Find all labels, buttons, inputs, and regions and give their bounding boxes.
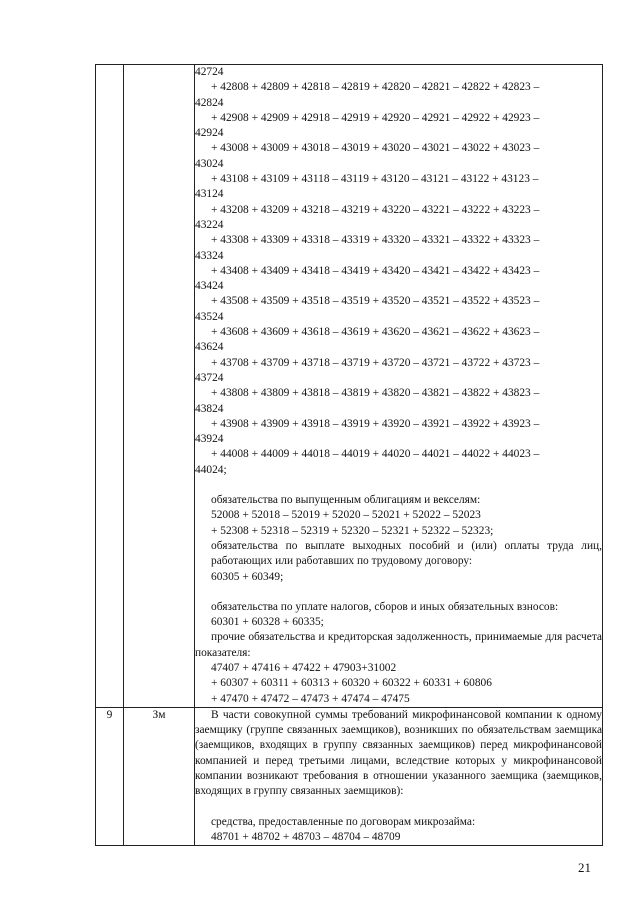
formula-line: + 43308 + 43309 + 43318 – 43319 + 43320 – 43321 – 43322 + 43323 – bbox=[211, 234, 540, 247]
other-obligations-formula-line: + 60307 + 60311 + 60313 + 60320 + 60322 + 60331 + 60806 bbox=[211, 677, 492, 690]
formula-line: + 42908 + 42909 + 42918 – 42919 + 42920 – 42921 – 42922 + 42923 – bbox=[211, 111, 540, 124]
other-obligations-formula-line: 47407 + 47416 + 47422 + 47903+31002 bbox=[211, 661, 397, 674]
row-number-cell bbox=[96, 65, 124, 708]
page-number: 21 bbox=[578, 860, 591, 875]
formula-line: 43824 bbox=[195, 402, 224, 415]
spacer bbox=[195, 800, 602, 815]
formula-line: + 43808 + 43809 + 43818 – 43819 + 43820 – 43821 – 43822 + 43823 – bbox=[211, 387, 540, 400]
other-obligations-label: прочие обязательства и кредиторская задолженность, принимаемые для расчета показателя: bbox=[195, 631, 602, 659]
formula-line: + 43508 + 43509 + 43518 – 43519 + 43520 – 43521 – 43522 + 43523 – bbox=[211, 295, 540, 308]
taxes-label: обязательства по уплате налогов, сборов и иных обязательных взносов: bbox=[211, 600, 559, 613]
bonds-formula-line: 52008 + 52018 – 52019 + 52020 – 52021 + 52022 – 52023 bbox=[211, 509, 481, 522]
spacer bbox=[195, 585, 602, 600]
formula-cell bbox=[195, 65, 603, 708]
row-code-cell bbox=[124, 65, 195, 708]
formula-line: + 43108 + 43109 + 43118 – 43119 + 43120 – 43121 – 43122 + 43123 – bbox=[211, 173, 539, 186]
formula-line: 43524 bbox=[195, 310, 224, 323]
formula-line: 43924 bbox=[195, 433, 224, 446]
other-obligations-formula-line: + 47470 + 47472 – 47473 + 47474 – 47475 bbox=[211, 692, 410, 705]
formula-line: 43424 bbox=[195, 280, 224, 293]
taxes-formula: 60301 + 60328 + 60335; bbox=[211, 616, 324, 629]
formula-line: 43124 bbox=[195, 188, 224, 201]
formula-line: 43724 bbox=[195, 371, 224, 384]
table-row bbox=[96, 707, 603, 845]
formula-line: 44024; bbox=[195, 463, 227, 476]
bonds-formula-line: + 52308 + 52318 – 52319 + 52320 – 52321 + 52322 – 52323; bbox=[211, 524, 494, 537]
formula-line: 42924 bbox=[195, 127, 224, 140]
indicator-table bbox=[95, 64, 603, 846]
formula-line: 43324 bbox=[195, 249, 224, 262]
severance-label: обязательства по выплате выходных пособий и (или) оплаты труда лиц, работающих или работавших по трудовому договору: bbox=[211, 539, 602, 568]
formula-line: 43624 bbox=[195, 341, 224, 354]
formula-line: + 42808 + 42809 + 42818 – 42819 + 42820 – 42821 – 42822 + 42823 – bbox=[211, 81, 540, 94]
formula-line: 43224 bbox=[195, 218, 224, 231]
description-cell bbox=[195, 707, 603, 845]
formula-line: + 43908 + 43909 + 43918 – 43919 + 43920 – 43921 – 43922 + 43923 – bbox=[211, 417, 540, 430]
formula-line: 42824 bbox=[195, 96, 224, 109]
formula-line: + 43208 + 43209 + 43218 – 43219 + 43220 – 43221 – 43222 + 43223 – bbox=[211, 203, 540, 216]
formula-line: 43024 bbox=[195, 157, 224, 170]
formula-line: + 43408 + 43409 + 43418 – 43419 + 43420 – 43421 – 43422 + 43423 – bbox=[211, 264, 540, 277]
formula-line: + 44008 + 44009 + 44018 – 44019 + 44020 – 44021 – 44022 + 44023 – bbox=[211, 448, 540, 461]
formula-line: + 43008 + 43009 + 43018 – 43019 + 43020 – 43021 – 43022 + 43023 – bbox=[211, 142, 540, 155]
row-code-cell: Зм bbox=[124, 707, 195, 845]
microloan-formula: 48701 + 48702 + 48703 – 48704 – 48709 bbox=[211, 830, 401, 843]
formula-line: 42724 bbox=[195, 66, 224, 78]
row-number-cell: 9 bbox=[96, 707, 124, 845]
spacer bbox=[195, 478, 602, 493]
indicator-description: В части совокупной суммы требований микрофинансовой компании к одному заемщику (группе связанных заемщиков), возникших по обязательствам заемщика (заемщиков, входящих в группу связанных заемщиков) перед микрофинансовой компанией и перед третьими лицами, вследствие которых у микрофинансовой компании возникают требования в отношении указанного заемщика (заемщиков, входящих в группу связанных заемщиков): bbox=[195, 708, 602, 798]
severance-formula: 60305 + 60349; bbox=[211, 570, 284, 583]
formula-line: + 43608 + 43609 + 43618 – 43619 + 43620 – 43621 – 43622 + 43623 – bbox=[211, 326, 540, 339]
formula-line: + 43708 + 43709 + 43718 – 43719 + 43720 – 43721 – 43722 + 43723 – bbox=[211, 356, 540, 369]
microloan-label: средства, предоставленные по договорам микрозайма: bbox=[211, 815, 476, 828]
table-row bbox=[96, 65, 603, 708]
account-formula-block bbox=[195, 65, 602, 478]
bonds-label: обязательства по выпущенным облигациям и векселям: bbox=[211, 494, 481, 507]
